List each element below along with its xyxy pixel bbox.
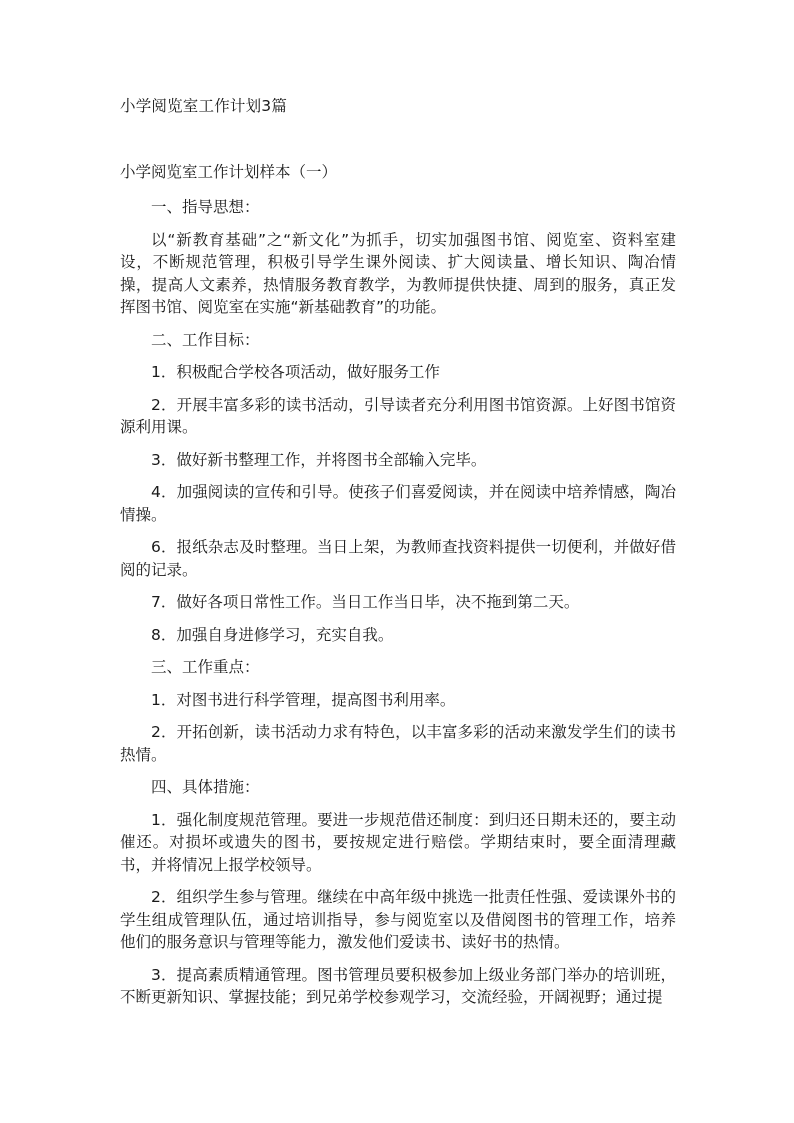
heading-guiding-thought: 一、指导思想： [151,198,260,216]
list-item: 6．报纸杂志及时整理。当日上架，为教师查找资料提供一切便利，并做好借阅的记录。 [120,538,676,579]
heading-work-goals: 二、工作目标： [151,330,260,349]
document-body [120,196,676,1019]
list-item: 1．对图书进行科学管理，提高图书利用率。 [151,690,456,709]
list-item: 3．做好新书整理工作，并将图书全部输入完毕。 [151,450,487,469]
list-item: 1．强化制度规范管理。要进一步规范借还制度：到归还日期未还的，要主动催还。对损坏或遗失的图书，要按规定进行赔偿。学期结束时，要全面清理藏书，并将情况上报学校领导。 [120,810,676,874]
list-item: 3．提高素质精通管理。图书管理员要积极参加上级业务部门举办的培训班，不断更新知识、掌握技能；到兄弟学校参观学习，交流经验，开阔视野；通过提 [120,965,676,1006]
list-item: 2．组织学生参与管理。继续在中高年级中挑选一批责任性强、爱读课外书的学生组成管理队伍，通过培训指导，参与阅览室以及借阅图书的管理工作，培养他们的服务意识与管理等能力，激发他们爱读书、读好书的热情。 [120,888,676,951]
heading-work-focus: 三、工作重点： [151,658,260,676]
list-item: 8．加强自身进修学习，充实自我。 [151,625,394,644]
list-item: 4．加强阅读的宣传和引导。使孩子们喜爱阅读，并在阅读中培养情感，陶冶情操。 [120,483,676,524]
list-item: 1．积极配合学校各项活动，做好服务工作 [151,363,440,381]
section-title: 小学阅览室工作计划样本（一） [120,163,338,181]
paragraph: 以“新教育基础”之“新文化”为抓手，切实加强图书馆、阅览室、资料室建设，不断规范管理，积极引导学生课外阅读、扩大阅读量、增长知识、陶冶情操，提高人文素养，热情服务教育教学，为教师提供快捷、周到的服务，真正发挥图书馆、阅览室在实施“新基础教育”的功能。 [120,230,676,316]
document-title: 小学阅览室工作计划3篇 [120,97,288,115]
list-item: 2．开拓创新，读书活动力求有特色，以丰富多彩的活动来激发学生们的读书热情。 [120,723,676,764]
list-item: 7．做好各项日常性工作。当日工作当日毕，决不拖到第二天。 [151,593,580,611]
heading-specific-measures: 四、具体措施： [151,778,260,796]
list-item: 2．开展丰富多彩的读书活动，引导读者充分利用图书馆资源。上好图书馆资源利用课。 [120,395,676,436]
